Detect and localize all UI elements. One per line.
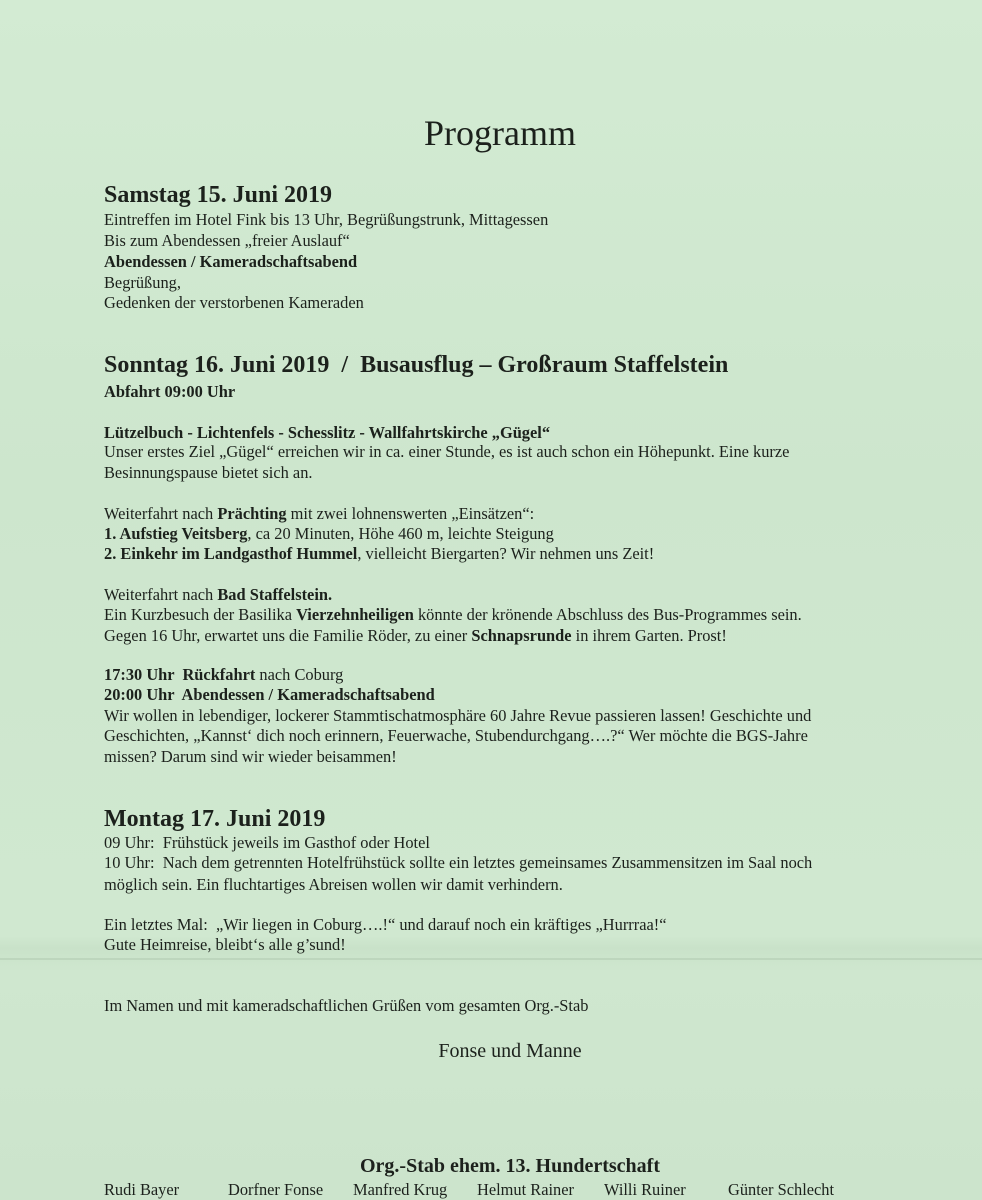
member-name: Manfred Krug	[353, 1180, 448, 1199]
org-title: Org.-Stab ehem. 13. Hundertschaft	[360, 1155, 660, 1177]
saturday-heading: Samstag 15. Juni 2019	[104, 182, 333, 208]
text-bold: 17:30 Uhr Rückfahrt	[104, 665, 256, 684]
text: nach Coburg	[255, 665, 344, 684]
text-line: Ein letztes Mal: „Wir liegen in Coburg….!“ und darauf noch ein kräftiges „Hurrraa!“	[104, 915, 667, 934]
text: Gegen 16 Uhr, erwartet uns die Familie Röder, zu einer	[104, 626, 472, 645]
text: Ein Kurzbesuch der Basilika	[104, 605, 297, 624]
text-bold: 2. Einkehr im Landgasthof Hummel	[104, 544, 358, 563]
text-line: Begrüßung,	[104, 273, 181, 292]
text-line	[104, 665, 343, 685]
text-line	[104, 504, 534, 524]
text-line: Gedenken der verstorbenen Kameraden	[104, 293, 364, 312]
text: , vielleicht Biergarten? Wir nehmen uns Zeit!	[357, 544, 655, 563]
text-line: Besinnungspause bietet sich an.	[104, 463, 313, 482]
text-line: Eintreffen im Hotel Fink bis 13 Uhr, Begrüßungstrunk, Mittagessen	[104, 210, 549, 229]
member-name: Günter Schlecht	[728, 1180, 835, 1199]
text-bold: 1. Aufstieg Veitsberg	[104, 524, 248, 543]
text-line: Unser erstes Ziel „Gügel“ erreichen wir in ca. einer Stunde, es ist auch schon ein Höhepunkt. Eine kurze	[104, 442, 790, 461]
text: in ihrem Garten. Prost!	[571, 626, 727, 645]
text-line: 20:00 Uhr Abendessen / Kameradschaftsabend	[104, 685, 435, 704]
member-name: Dorfner Fonse	[228, 1180, 324, 1199]
closing-text: Im Namen und mit kameradschaftlichen Grüßen vom gesamten Org.-Stab	[104, 996, 589, 1015]
member-name: Rudi Bayer	[104, 1180, 180, 1199]
text-line: Abendessen / Kameradschaftsabend	[104, 252, 358, 271]
text-line: Geschichten, „Kannst‘ dich noch erinnern, Feuerwache, Stubendurchgang….?“ Wer möchte die BGS-Jahre	[104, 726, 808, 745]
text-line	[104, 524, 554, 544]
text-line: Gute Heimreise, bleibt‘s alle g’sund!	[104, 935, 346, 954]
member-name: Willi Ruiner	[604, 1180, 686, 1199]
text: mit zwei lohnenswerten „Einsätzen“:	[286, 504, 535, 523]
sunday-heading: Sonntag 16. Juni 2019 / Busausflug – Großraum Staffelstein	[104, 352, 729, 378]
text-bold: Bad Staffelstein.	[217, 585, 333, 604]
signature: Fonse und Manne	[438, 1040, 582, 1062]
text-bold: Schnapsrunde	[471, 626, 572, 645]
member-name: Helmut Rainer	[477, 1180, 574, 1199]
monday-heading: Montag 17. Juni 2019	[104, 806, 326, 832]
text-line: Wir wollen in lebendiger, lockerer Stammtischatmosphäre 60 Jahre Revue passieren lassen! Geschichte und	[104, 706, 812, 725]
text-line	[104, 626, 727, 646]
text-line: 09 Uhr: Frühstück jeweils im Gasthof oder Hotel	[104, 833, 430, 852]
departure-time: Abfahrt 09:00 Uhr	[104, 382, 236, 401]
paper-fold	[0, 958, 982, 960]
text-line: 10 Uhr: Nach dem getrennten Hotelfrühstück sollte ein letztes gemeinsames Zusammensitzen im Saal noch	[104, 853, 813, 872]
text: Weiterfahrt nach	[104, 585, 218, 604]
route-line: Lützelbuch - Lichtenfels - Schesslitz - Wallfahrtskirche „Gügel“	[104, 423, 551, 442]
page-title: Programm	[424, 113, 576, 153]
text-bold: Prächting	[217, 504, 287, 523]
text: , ca 20 Minuten, Höhe 460 m, leichte Steigung	[247, 524, 554, 543]
text-line	[104, 605, 802, 625]
text-line: Bis zum Abendessen „freier Auslauf“	[104, 231, 350, 250]
text-line	[104, 585, 332, 605]
text-bold: Vierzehnheiligen	[296, 605, 414, 624]
text-line	[104, 544, 654, 564]
text: könnte der krönende Abschluss des Bus-Programmes sein.	[413, 605, 802, 624]
text: Weiterfahrt nach	[104, 504, 218, 523]
text-line: möglich sein. Ein fluchtartiges Abreisen wollen wir damit verhindern.	[104, 875, 563, 894]
text-line: missen? Darum sind wir wieder beisammen!	[104, 747, 397, 766]
